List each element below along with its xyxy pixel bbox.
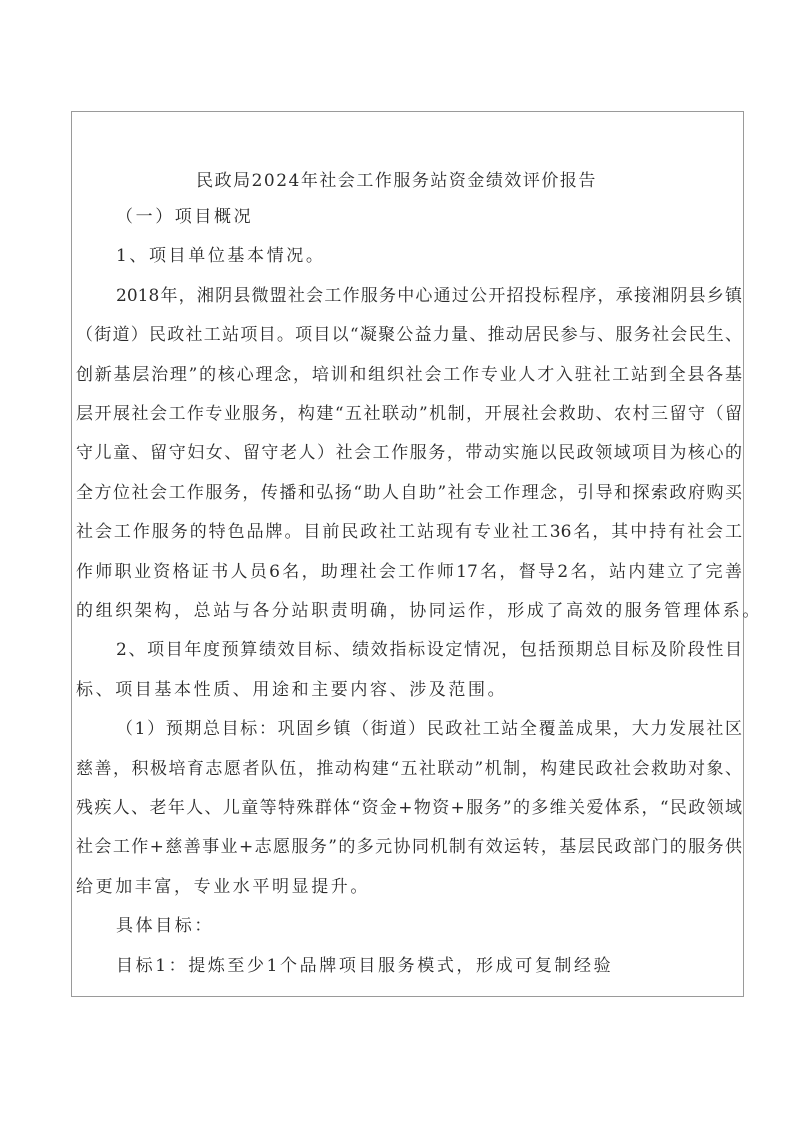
paragraph-line: 作师职业资格证书人员6名，助理社会工作师17名，督导2名，站内建立了完善 — [76, 561, 742, 582]
specific-goals-label: 具体目标： — [116, 916, 214, 937]
paragraph-line: 给更加丰富，专业水平明显提升。 — [76, 876, 370, 897]
paragraph-line: 慈善，积极培育志愿者队伍，推动构建“五社联动”机制，构建民政社会救助对象、 — [76, 758, 742, 779]
paragraph-line: 社会工作+慈善事业+志愿服务”的多元协同机制有效运转，基层民政部门的服务供 — [76, 837, 742, 858]
paragraph-line: 层开展社会工作专业服务，构建“五社联动”机制，开展社会救助、农村三留守（留 — [76, 404, 742, 424]
section-heading: （一）项目概况 — [116, 207, 254, 227]
goal-item: 目标1：提炼至少1个品牌项目服务模式，形成可复制经验 — [116, 955, 614, 976]
paragraph-line: 的组织架构，总站与各分站职责明确，协同运作，形成了高效的服务管理体系。 — [76, 601, 762, 621]
paragraph-line: 社会工作服务的特色品牌。目前民政社工站现有专业社工36名，其中持有社会工 — [76, 522, 742, 543]
paragraph-line: （1）预期总目标：巩固乡镇（街道）民政社工站全覆盖成果，大力发展社区 — [116, 719, 742, 740]
subheading-line: 标、项目基本性质、用途和主要内容、涉及范围。 — [76, 679, 508, 700]
document-title: 民政局2024年社会工作服务站资金绩效评价报告 — [196, 171, 597, 191]
paragraph-line: 守儿童、留守妇女、留守老人）社会工作服务，带动实施以民政领域项目为核心的 — [76, 443, 742, 464]
paragraph-line: 创新基层治理”的核心理念，培训和组织社会工作专业人才入驻社工站到全县各基 — [76, 364, 742, 385]
subheading: 1、项目单位基本情况。 — [116, 246, 326, 267]
paragraph-line: （街道）民政社工站项目。项目以“凝聚公益力量、推动居民参与、服务社会民生、 — [76, 325, 742, 346]
paragraph-line: 2018年，湘阴县微盟社会工作服务中心通过公开招投标程序，承接湘阴县乡镇 — [116, 285, 742, 306]
paragraph-line: 残疾人、老年人、儿童等特殊群体“资金+物资+服务”的多维关爱体系，“民政领域 — [76, 798, 742, 818]
subheading-line: 2、项目年度预算绩效目标、绩效指标设定情况，包括预期总目标及阶段性目 — [116, 640, 742, 661]
paragraph-line: 全方位社会工作服务，传播和弘扬“助人自助”社会工作理念，引导和探索政府购买 — [76, 482, 742, 503]
